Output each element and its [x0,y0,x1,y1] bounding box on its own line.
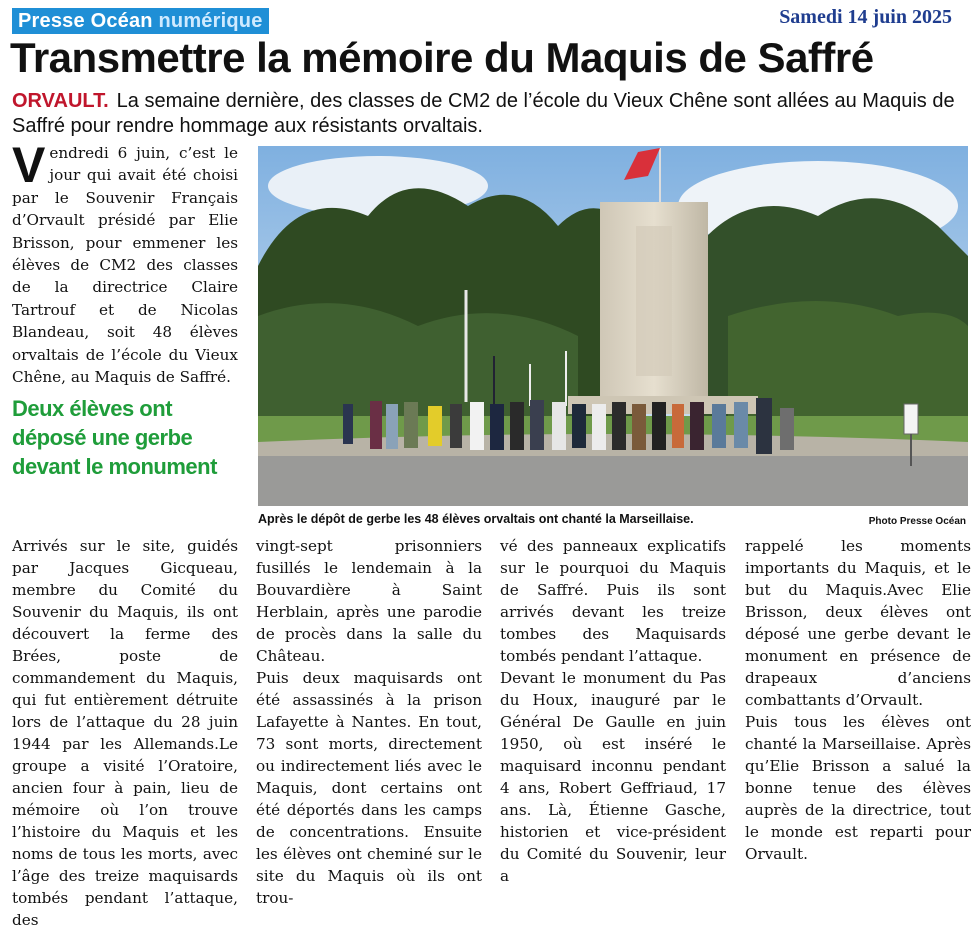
body-column-4 [745,535,971,865]
lead-text: La semaine dernière, des classes de CM2 de l’école du Vieux Chêne sont allées au Maquis de Saffré pour rendre hommage aux résistants orvaltais. [12,90,955,137]
body-column-1 [12,535,238,931]
intro-text: endredi 6 juin, c’est le jour qui avait été choisi par le Souvenir Français d’Orvault présidé par Elie Brisson, pour emmener les élèves de CM2 des classes de la directrice Claire Tartrouf et de Nicolas Blandeau, soit 48 élèves orvaltais de l’école du Vieux Chêne, au Maquis de Saffré. [12,144,238,387]
article-photo [258,146,968,506]
section-subhead: Deux élèves ont déposé une gerbe devant le monument [12,396,217,479]
photo-credit: Photo Presse Océan [868,516,966,527]
body-paragraph: rappelé les moments importants du Maquis, et le but du Maquis.Avec Elie Brisson, deux élèves ont déposé une gerbe devant le monument en présence de drapeaux d’anciens combattants d’Orvault. [745,537,971,709]
dateline-city: ORVAULT. [12,90,109,112]
photo-monument-ceremony [258,146,968,506]
intro-paragraph [12,137,238,388]
brand-edition: numérique [158,10,263,32]
brand-name: Presse Océan [18,10,153,32]
body-paragraph: vingt-sept prisonniers fusillés le lendemain à la Bouvardière à Saint Herblain, après une parodie de procès dans la salle du Château. [256,537,482,665]
body-paragraph: Arrivés sur le site, guidés par Jacques Gicqueau, membre du Comité du Souvenir du Maquis, ils ont découvert la ferme des Brées, poste de commandement du Maquis, qui fut entièrement détruite lors de l’attaque du 28 juin 1944 par les Allemands.Le groupe a visité l’Oratoire, ancien four à pain, lieu de mémoire où l’on trouve l’histoire du Maquis et les noms de tous les morts, avec l’âge des treize maquisards tombés pendant l’attaque, des [12,537,238,929]
body-column-2 [256,535,482,909]
body-paragraph: Puis tous les élèves ont chanté la Marseillaise. Après qu’Elie Brisson a salué la bonne tenue des élèves auprès de la directrice, tout le monde est reparti pour Orvault. [745,713,971,863]
drop-cap: V [12,137,46,193]
page-title: Transmettre la mémoire du Maquis de Saffré [10,34,874,81]
body-paragraph: vé des panneaux explicatifs sur le pourquoi du Maquis de Saffré. Puis ils sont arrivés devant les treize tombes des Maquisards tombés pendant l’attaque. [500,537,726,665]
brand-badge [12,8,269,34]
photo-caption: Après le dépôt de gerbe les 48 élèves orvaltais ont chanté la Marseillaise. [258,512,694,526]
body-column-3 [500,535,726,887]
publication-date: Samedi 14 juin 2025 [779,6,952,28]
body-paragraph: Devant le monument du Pas du Houx, inauguré par le Général De Gaulle en juin 1950, où est inséré le maquisard inconnu pendant 4 ans, Robert Geffriaud, 17 ans. Là, Étienne Gasche, historien et vice-président du Comité du Souvenir, leur a [500,669,726,885]
body-paragraph: Puis deux maquisards ont été assassinés à la prison Lafayette à Nantes. En tout, 73 sont morts, directement ou indirectement liés avec le Maquis, dont certains ont été déportés dans les camps de concentrations. Ensuite les élèves ont cheminé sur le site du Maquis où ils ont trou- [256,669,482,907]
article-lead [12,89,972,139]
